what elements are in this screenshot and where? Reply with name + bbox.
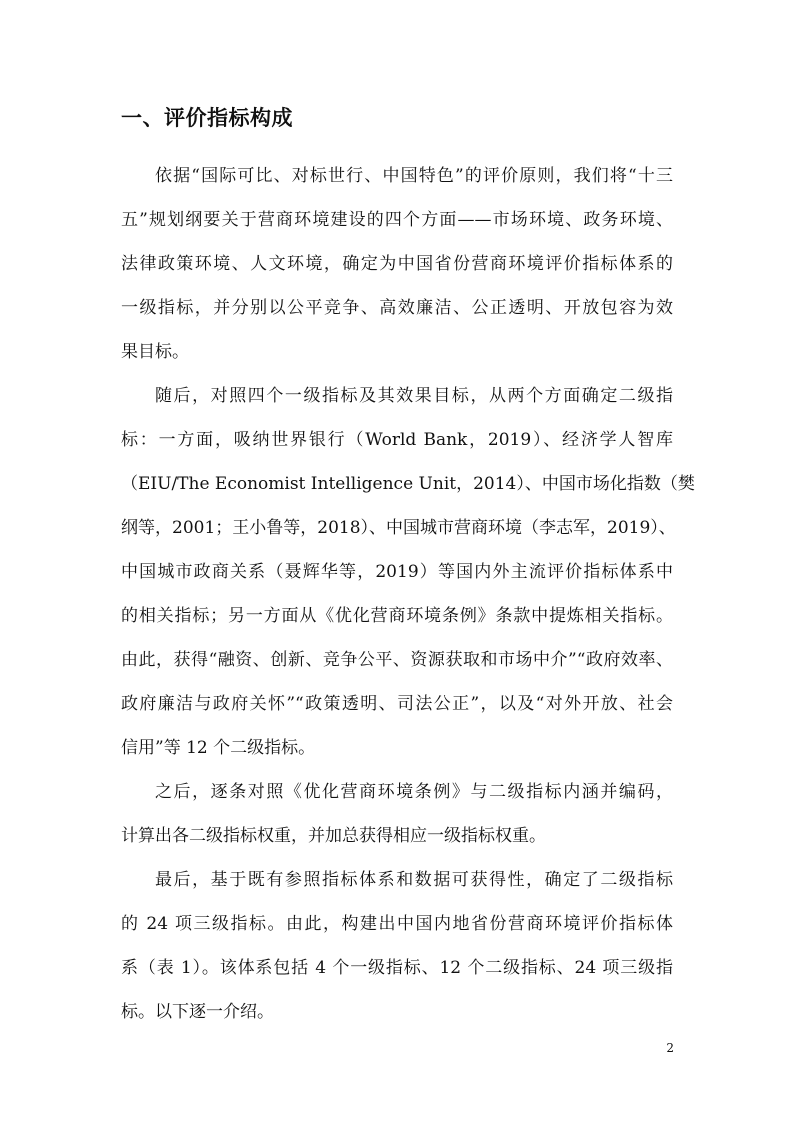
text-line: 的 24 项三级指标。由此，构建出中国内地省份营商环境评价指标体 bbox=[121, 914, 673, 934]
text-line: 信用”等 12 个二级指标。 bbox=[121, 738, 316, 758]
text-line: 五”规划纲要关于营商环境建设的四个方面——市场环境、政务环境、 bbox=[121, 210, 673, 230]
text-line: 政府廉洁与政府关怀”“政策透明、司法公正”，以及“对外开放、社会 bbox=[121, 694, 673, 714]
text-line: 依据“国际可比、对标世行、中国特色”的评价原则，我们将“十三 bbox=[155, 166, 673, 186]
text-line: 系（表 1）。该体系包括 4 个一级指标、12 个二级指标、24 项三级指 bbox=[121, 958, 673, 978]
text-line: 一级指标，并分别以公平竞争、高效廉洁、公正透明、开放包容为效 bbox=[121, 298, 673, 318]
text-line: 最后，基于既有参照指标体系和数据可获得性，确定了二级指标 bbox=[155, 870, 673, 890]
text-line: 标。以下逐一介绍。 bbox=[121, 1002, 274, 1022]
text-line: 计算出各二级指标权重，并加总获得相应一级指标权重。 bbox=[121, 826, 546, 846]
text-line: 中国城市政商关系（聂辉华等，2019）等国内外主流评价指标体系中 bbox=[121, 562, 673, 582]
text-line: 之后，逐条对照《优化营商环境条例》与二级指标内涵并编码， bbox=[155, 782, 673, 802]
page-number: 2 bbox=[666, 1041, 674, 1055]
text-line: 随后，对照四个一级指标及其效果目标，从两个方面确定二级指 bbox=[155, 386, 673, 406]
section-heading: 一、评价指标构成 bbox=[121, 106, 293, 130]
text-line: （EIU/The Economist Intelligence Unit，2014）、中国市场化指数（樊 bbox=[121, 474, 695, 494]
text-line: 标：一方面，吸纳世界银行（World Bank，2019）、经济学人智库 bbox=[121, 430, 673, 450]
text-line: 由此，获得“融资、创新、竞争公平、资源获取和市场中介”“政府效率、 bbox=[121, 650, 673, 670]
text-line: 法律政策环境、人文环境，确定为中国省份营商环境评价指标体系的 bbox=[121, 254, 673, 274]
text-line: 纲等，2001；王小鲁等，2018）、中国城市营商环境（李志军，2019）、 bbox=[121, 518, 676, 538]
text-line: 果目标。 bbox=[121, 342, 189, 362]
text-line: 的相关指标；另一方面从《优化营商环境条例》条款中提炼相关指标。 bbox=[121, 606, 673, 626]
